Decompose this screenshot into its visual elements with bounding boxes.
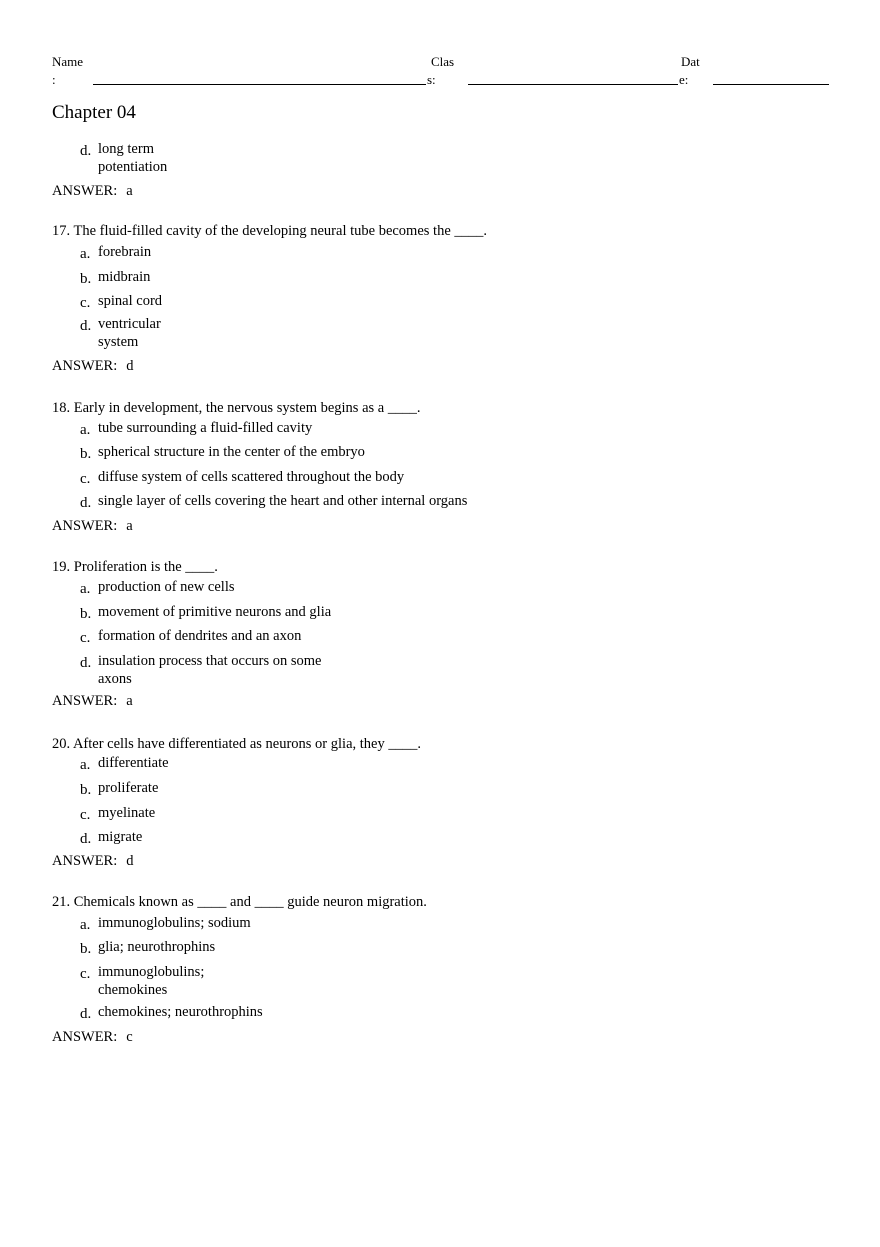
- option-letter: b.: [80, 941, 92, 957]
- option-letter: a.: [80, 422, 91, 438]
- option-letter: a.: [80, 246, 91, 262]
- option-letter: d.: [80, 318, 92, 334]
- option-text: forebrain: [98, 244, 152, 260]
- option-text: single layer of cells covering the heart and other internal organs: [98, 493, 468, 509]
- option-letter: b.: [80, 606, 92, 622]
- class-field-line: [468, 84, 678, 85]
- date-label: Dat: [681, 54, 700, 69]
- option-letter: d.: [80, 1006, 92, 1022]
- option-text-line1: immunoglobulins;: [98, 964, 205, 980]
- option-text-line2: potentiation: [98, 159, 168, 175]
- answer-line: [52, 852, 134, 870]
- option-text: tube surrounding a fluid-filled cavity: [98, 420, 313, 436]
- name-colon: :: [52, 72, 56, 87]
- option-text: differentiate: [98, 755, 169, 771]
- answer-label: ANSWER:: [52, 853, 118, 869]
- question-continued: [52, 140, 852, 202]
- option-text: immunoglobulins; sodium: [98, 915, 251, 931]
- answer-line: [52, 1028, 133, 1046]
- option-text: proliferate: [98, 780, 159, 796]
- option-letter: a.: [80, 757, 91, 773]
- answer-label: ANSWER:: [52, 1029, 118, 1045]
- date-colon: e:: [679, 72, 689, 87]
- question-21: [52, 893, 852, 1053]
- option-text: diffuse system of cells scattered throughout the body: [98, 469, 405, 485]
- option-text: spinal cord: [98, 293, 163, 309]
- name-field-line: [93, 84, 426, 85]
- option-letter: c.: [80, 966, 91, 982]
- option-letter: c.: [80, 295, 91, 311]
- answer-value: d: [126, 853, 134, 869]
- date-field-line: [713, 84, 829, 85]
- option-text-line2: system: [98, 334, 139, 350]
- option-text: movement of primitive neurons and glia: [98, 604, 332, 620]
- answer-label: ANSWER:: [52, 358, 118, 374]
- option-text: spherical structure in the center of the embryo: [98, 444, 365, 460]
- class-label: Clas: [431, 54, 455, 69]
- option-text-line1: long term: [98, 141, 154, 157]
- answer-line: [52, 517, 133, 535]
- option-text-line1: ventricular: [98, 316, 161, 332]
- option-text-line2: axons: [98, 671, 132, 687]
- option-text: production of new cells: [98, 579, 235, 595]
- option-letter: d.: [80, 143, 92, 159]
- option-letter: a.: [80, 917, 91, 933]
- option-letter: b.: [80, 446, 92, 462]
- question-stem: 17. The fluid-filled cavity of the developing neural tube becomes the ____.: [52, 223, 488, 239]
- option-letter: d.: [80, 831, 92, 847]
- question-19: [52, 558, 852, 718]
- option-text: glia; neurothrophins: [98, 939, 216, 955]
- answer-label: ANSWER:: [52, 518, 118, 534]
- option-letter: c.: [80, 630, 91, 646]
- answer-line: [52, 182, 133, 200]
- answer-value: a: [126, 518, 133, 534]
- option-letter: a.: [80, 581, 91, 597]
- option-letter: c.: [80, 807, 91, 823]
- answer-value: a: [126, 693, 133, 709]
- question-stem: 18. Early in development, the nervous system begins as a ____.: [52, 400, 421, 416]
- option-letter: b.: [80, 271, 92, 287]
- answer-label: ANSWER:: [52, 693, 118, 709]
- question-20: [52, 735, 852, 875]
- answer-value: d: [126, 358, 134, 374]
- chapter-title: Chapter 04: [52, 102, 136, 123]
- option-text: midbrain: [98, 269, 151, 285]
- name-label: Name: [52, 54, 84, 69]
- option-text: migrate: [98, 829, 143, 845]
- question-18: [52, 399, 852, 539]
- option-text: chemokines; neurothrophins: [98, 1004, 263, 1020]
- answer-line: [52, 692, 133, 710]
- option-letter: d.: [80, 655, 92, 671]
- question-stem: 21. Chemicals known as ____ and ____ guide neuron migration.: [52, 894, 427, 910]
- option-text-line1: insulation process that occurs on some: [98, 653, 322, 669]
- answer-value: a: [126, 183, 133, 199]
- option-text-line2: chemokines: [98, 982, 168, 998]
- class-colon: s:: [427, 72, 436, 87]
- answer-line: [52, 357, 134, 375]
- question-stem: 19. Proliferation is the ____.: [52, 559, 218, 575]
- answer-value: c: [126, 1029, 133, 1045]
- option-letter: c.: [80, 471, 91, 487]
- question-stem: 20. After cells have differentiated as neurons or glia, they ____.: [52, 736, 421, 752]
- answer-label: ANSWER:: [52, 183, 118, 199]
- question-17: [52, 222, 852, 382]
- option-text: formation of dendrites and an axon: [98, 628, 302, 644]
- option-text: myelinate: [98, 805, 156, 821]
- option-letter: b.: [80, 782, 92, 798]
- option-letter: d.: [80, 495, 92, 511]
